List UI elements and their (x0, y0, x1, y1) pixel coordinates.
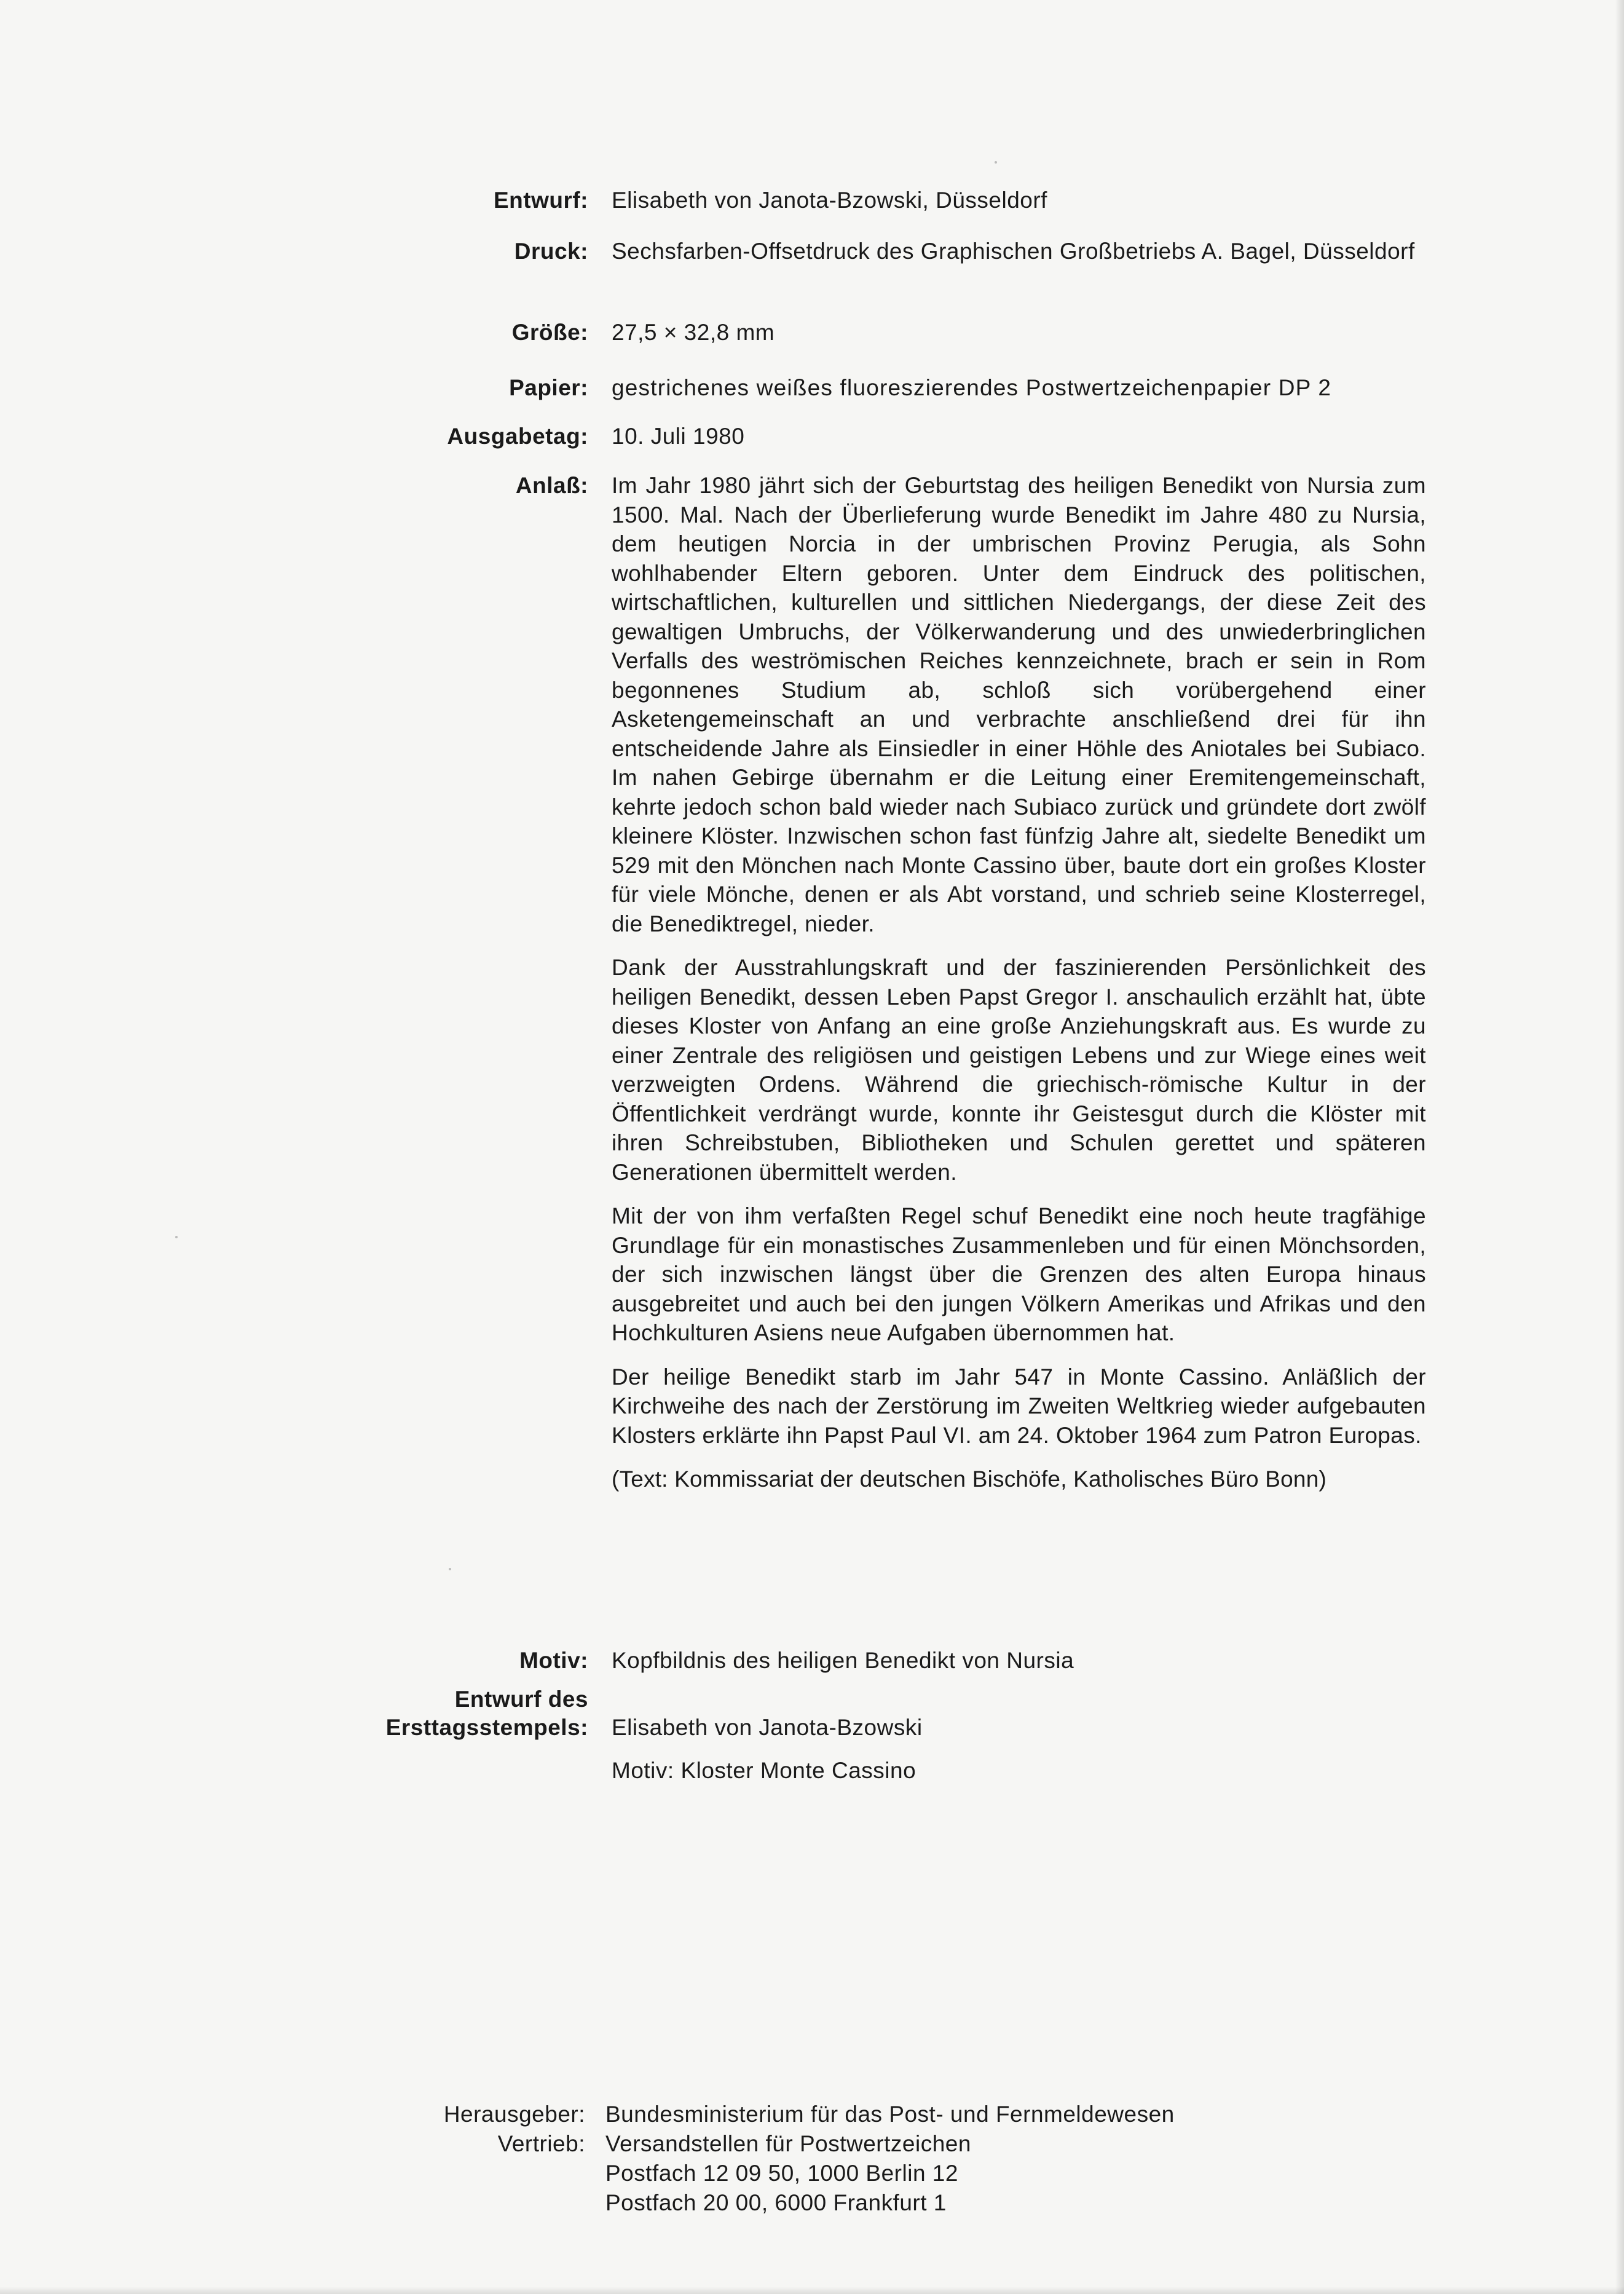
paragraph: Im Jahr 1980 jährt sich der Geburtstag des heiligen Benedikt von Nursia zum 1500. Mal. Nach der Überlieferung wurde Benedikt im Jahre 480 zu Nursia, dem heutigen Norcia in der umbrischen Provinz Perugia, als Sohn wohlhabender Eltern geboren. Unter dem Eindruck des politischen, wirtschaftlichen, kulturellen und sittlichen Niedergangs, der diese Zeit des gewaltigen Umbruchs, der Völkerwanderung und des unwiederbringlichen Verfalls des weströmischen Reiches kennzeichnete, brach er sein in Rom begonnenes Studium ab, schloß sich vorübergehend einer Asketengemeinschaft an und verbrachte anschließend drei für ihn entscheidende Jahre als Einsiedler in einer Höhle des Aniotales bei Subiaco. Im nahen Gebirge übernahm er die Leitung einer Eremitengemeinschaft, kehrte jedoch schon bald wieder nach Subiaco zurück und gründete dort zwölf kleinere Klöster. Inzwischen schon fast fünfzig Jahre alt, siedelte Benedikt um 529 mit den Mönchen nach Monte Cassino über, baute dort ein großes Kloster für viele Mönche, denen er als Abt vorstand, und schrieb seine Klosterregel, die Benediktregel, nieder. (612, 473, 1426, 936)
field-label: Ausgabetag: (447, 424, 588, 449)
field-value: Elisabeth von Janota-Bzowski, Düsseldorf (612, 188, 1047, 213)
footer-label: Herausgeber: (443, 2102, 585, 2127)
field-label: Druck: (514, 239, 588, 264)
field-label: Motiv: (519, 1648, 588, 1673)
paper-speck (175, 1236, 178, 1238)
paper-bottom-edge (0, 2287, 1624, 2294)
field-label: Papier: (509, 375, 588, 400)
footer-value: Postfach 20 00, 6000 Frankfurt 1 (605, 2190, 947, 2215)
paper-speck (449, 1568, 451, 1570)
field-label: Entwurf: (493, 188, 588, 213)
paper-speck (995, 161, 997, 164)
field-value: Kopfbildnis des heiligen Benedikt von Nursia (612, 1648, 1074, 1673)
paragraph: Der heilige Benedikt starb im Jahr 547 in Monte Cassino. Anläßlich der Kirchweihe des nach der Zerstörung im Zweiten Weltkrieg wieder aufgebauten Klosters erklärte ihn Papst Paul VI. am 24. Oktober 1964 zum Patron Europas. (612, 1364, 1426, 1448)
footer-value: Bundesministerium für das Post- und Fernmeldewesen (605, 2102, 1175, 2127)
field-label: Größe: (511, 320, 588, 345)
anlass-body (612, 471, 1426, 1509)
field-value: gestrichenes weißes fluoreszierendes Postwertzeichenpapier DP 2 (612, 375, 1332, 400)
field-value: 10. Juli 1980 (612, 424, 745, 449)
field-label-line1: Entwurf des (454, 1687, 588, 1712)
footer-value: Postfach 12 09 50, 1000 Berlin 12 (605, 2161, 958, 2186)
paragraph: Mit der von ihm verfaßten Regel schuf Benedikt eine noch heute tragfähige Grundlage für ein monastisches Zusammenleben und für einen Mönchsorden, der sich inzwischen längst über die Grenzen des alten Europa hinaus ausgebreitet und auch bei den jungen Völkern Amerikas und Afrikas und den Hochkulturen Asiens neue Aufgaben übernommen hat. (612, 1203, 1426, 1345)
field-value: 27,5 × 32,8 mm (612, 320, 775, 345)
field-value: Elisabeth von Janota-Bzowski (612, 1715, 923, 1740)
paragraph: Dank der Ausstrahlungskraft und der faszinierenden Persönlichkeit des heiligen Benedikt, dessen Leben Papst Gregor I. anschaulich erzählt hat, übte dieses Kloster von Anfang an eine große Anziehungskraft aus. Es wurde zu einer Zentrale des religiösen und geistigen Lebens und zur Wiege eines weit verzweigten Ordens. Während die griechisch-römische Kultur in der Öffentlichkeit verdrängt wurde, konnte ihr Geistesgut durch die Klöster mit ihren Schreibstuben, Bibliotheken und Schulen gerettet und späteren Generationen übermittelt werden. (612, 955, 1426, 1185)
field-value: Sechsfarben-Offsetdruck des Graphischen Großbetriebs A. Bagel, Düsseldorf (612, 239, 1415, 264)
footer-value: Versandstellen für Postwertzeichen (605, 2131, 971, 2156)
footer-label: Vertrieb: (497, 2131, 585, 2156)
field-label: Anlaß: (515, 473, 588, 498)
paper-edge-shadow (1615, 0, 1624, 2294)
text-credit: (Text: Kommissariat der deutschen Bischöfe, Katholisches Büro Bonn) (612, 1466, 1327, 1492)
field-label-line2: Ersttagsstempels: (385, 1715, 588, 1740)
field-value: Motiv: Kloster Monte Cassino (612, 1758, 916, 1783)
